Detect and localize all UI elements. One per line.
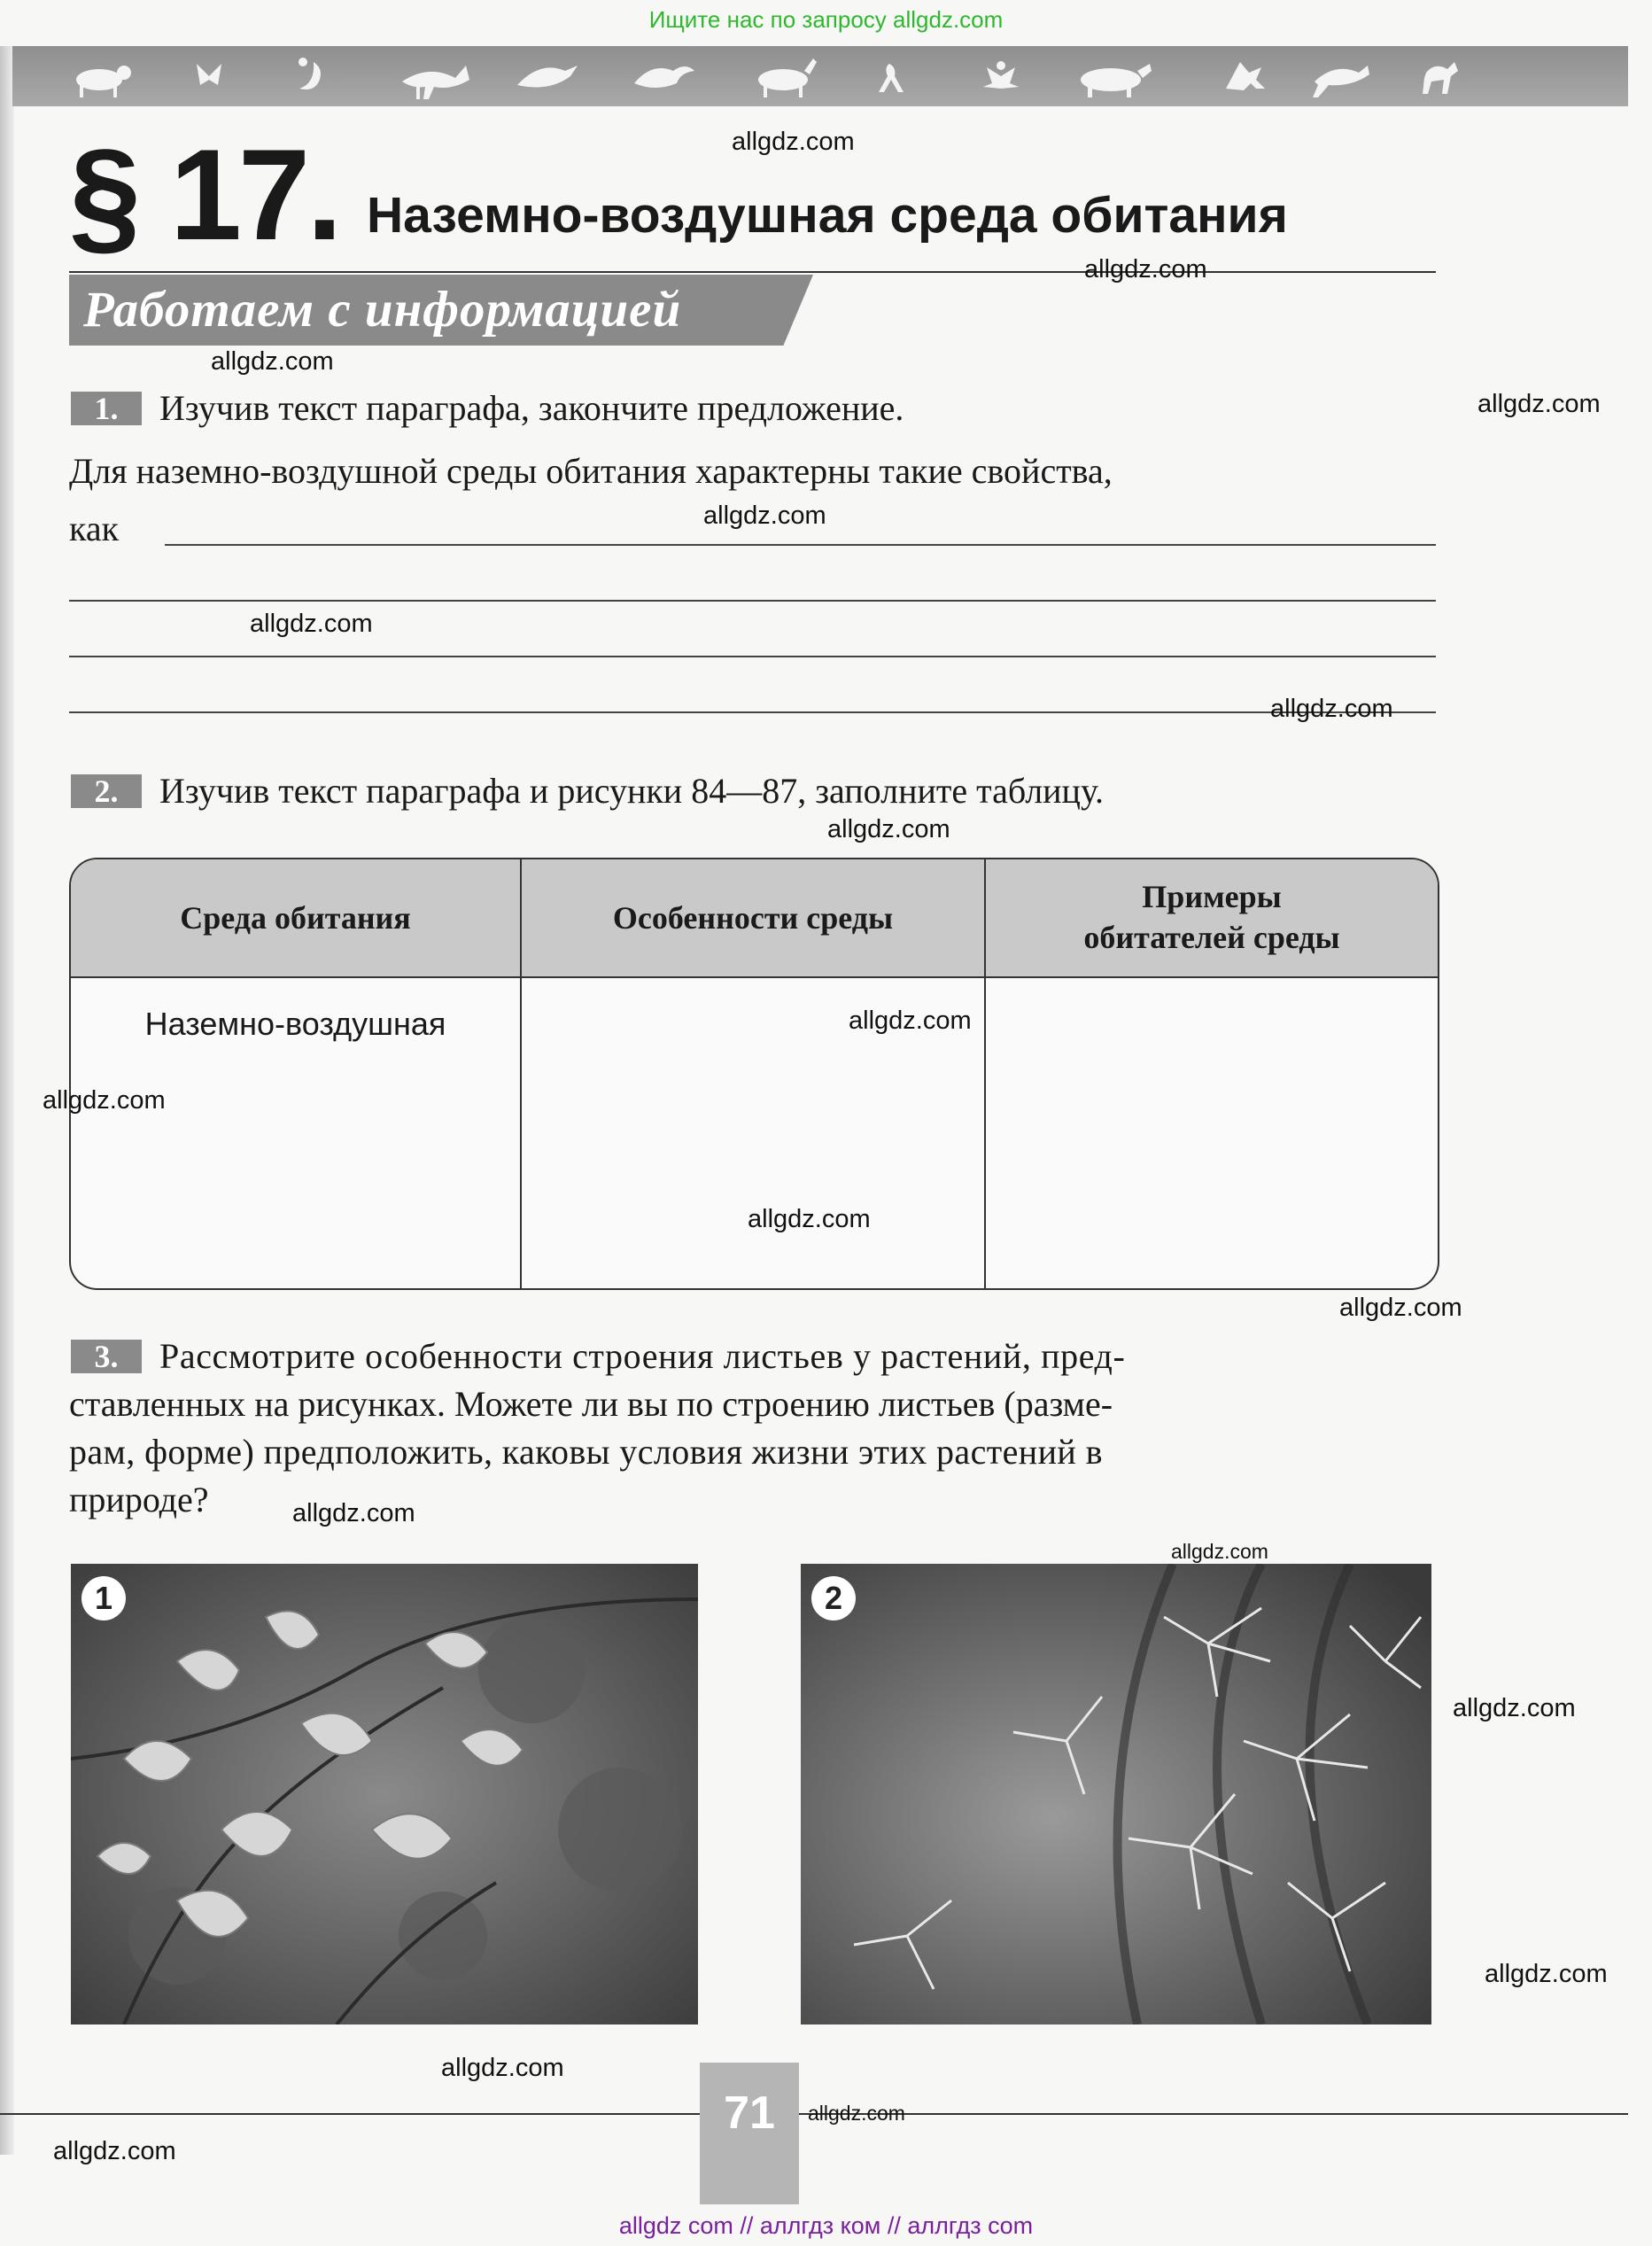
watermark: allgdz.com (53, 2137, 176, 2165)
heading-rule (69, 271, 1436, 273)
site-banner[interactable]: Ищите нас по запросу allgdz.com (648, 6, 1004, 33)
table-cell-habitat: Наземно-воздушная (144, 1006, 446, 1042)
watermark: allgdz.com (703, 501, 826, 530)
watermark: allgdz.com (808, 2102, 905, 2125)
watermark: allgdz.com (1270, 695, 1393, 723)
task-1-answer-line[interactable] (165, 544, 1436, 546)
watermark: allgdz.com (849, 1006, 972, 1035)
task-3-text-line2: ставленных на рисунках. Можете ли вы по строению листьев (разме- (69, 1384, 1113, 1424)
task-2-badge: 2. (71, 774, 142, 808)
table-cell-examples[interactable] (987, 978, 1437, 1286)
watermark: allgdz.com (292, 1499, 415, 1527)
page-number: 71 (724, 2087, 775, 2139)
photo-cactus (801, 1564, 1431, 2025)
task-1-sentence-line1: Для наземно-воздушной среды обитания характерны такие свойства, (69, 451, 1113, 491)
task-1-answer-line[interactable] (69, 711, 1436, 713)
table-header-habitat: Среда обитания (180, 900, 411, 936)
watermark: allgdz.com (1477, 390, 1601, 418)
watermark: allgdz.com (441, 2054, 564, 2082)
watermark: allgdz.com (43, 1086, 166, 1115)
section-title: Работаем с информацией (83, 282, 682, 338)
task-1-answer-line[interactable] (69, 600, 1436, 602)
table-header-examples: Примеры (1142, 879, 1282, 914)
task-3-text-line3: рам, форме) предположить, каковы условия жизни этих растений в (69, 1432, 1103, 1472)
watermark: allgdz.com (211, 347, 334, 376)
watermark: allgdz.com (1171, 1540, 1268, 1563)
animal-silhouettes-icon (12, 46, 1628, 106)
task-3-badge: 3. (71, 1340, 142, 1373)
watermark: allgdz.com (827, 815, 950, 843)
footer-links[interactable]: allgdz com // аллгдз ком // аллгдз com (618, 2212, 1034, 2239)
watermark: allgdz.com (748, 1205, 871, 1233)
task-2-text: Изучив текст параграфа и рисунки 84—87, заполните таблицу. (159, 771, 1104, 811)
photo-2-number: 2 (811, 1576, 856, 1620)
table-header-examples-line2: обитателей среды (1083, 920, 1340, 955)
animal-silhouette-band (12, 46, 1628, 106)
cactus-image (801, 1564, 1431, 2025)
watermark: allgdz.com (1485, 1960, 1608, 1988)
task-1-sentence-line2: как (69, 509, 120, 548)
photo-birch-leaves (71, 1564, 698, 2025)
watermark: allgdz.com (250, 610, 373, 638)
watermark: allgdz.com (732, 128, 855, 156)
table-column-divider (984, 859, 986, 1288)
paragraph-number: § 17. (69, 122, 339, 267)
page-binding-shadow (0, 46, 14, 2155)
table-column-divider (520, 859, 522, 1288)
task-1-text: Изучив текст параграфа, закончите предложение. (159, 388, 904, 428)
task-3-text-line4: природе? (69, 1480, 209, 1519)
paragraph-title: Наземно-воздушная среда обитания (367, 187, 1288, 244)
photo-1-number: 1 (81, 1576, 126, 1620)
watermark: allgdz.com (1084, 255, 1207, 284)
task-1-answer-line[interactable] (69, 656, 1436, 657)
task-1-badge: 1. (71, 392, 142, 425)
task-3-text-line1: Рассмотрите особенности строения листьев у растений, пред- (159, 1336, 1126, 1376)
watermark: allgdz.com (1339, 1294, 1462, 1322)
birch-leaves-image (71, 1564, 698, 2025)
watermark: allgdz.com (1453, 1694, 1576, 1722)
table-header-features: Особенности среды (612, 900, 894, 936)
